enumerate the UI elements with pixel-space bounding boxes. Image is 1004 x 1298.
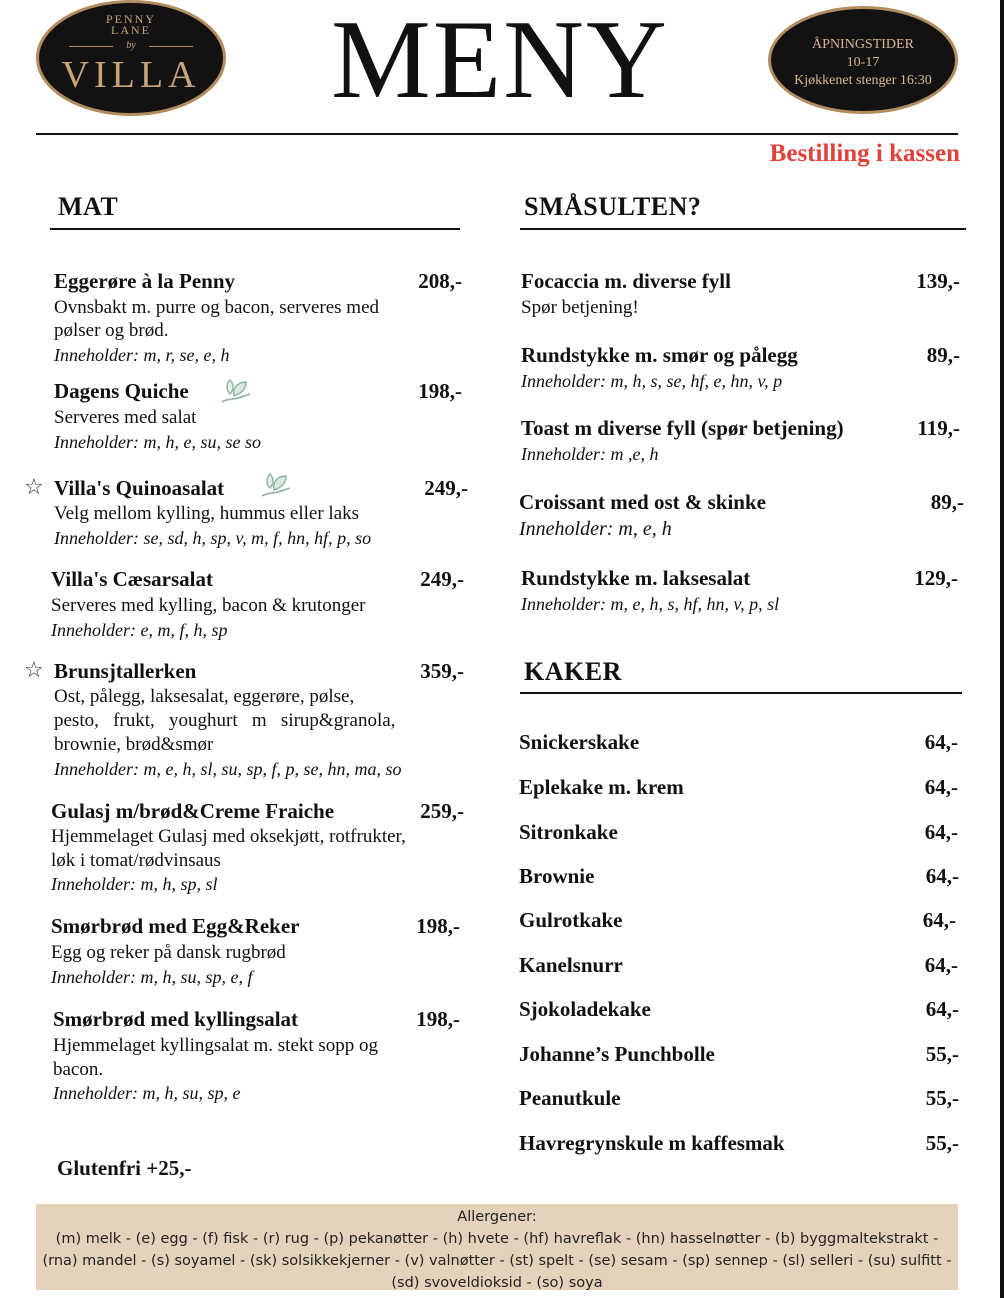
kaker-item-price: 64,- — [922, 908, 956, 932]
mat-item-name: Eggerøre à la Penny — [54, 269, 236, 293]
allergen-line: (sd) svoveldioksid - (so) soya — [391, 1275, 603, 1291]
opening-hours-badge — [768, 6, 958, 114]
mat-item-price: 198,- — [416, 914, 460, 938]
smasulten-item-name: Croissant med ost & skinke — [519, 490, 766, 514]
section-title-kaker: KAKER — [524, 657, 622, 686]
kaker-item-price: 64,- — [924, 820, 958, 844]
mat-item-name: Brunsjtallerken — [54, 659, 197, 683]
mat-item-price: 259,- — [420, 799, 464, 823]
mat-item-desc: løk i tomat/rødvinsaus — [51, 850, 221, 871]
vegetarian-leaf-icon — [218, 376, 254, 408]
mat-item-desc: brownie, brød&smør — [54, 734, 214, 755]
logo-name: VILLA — [61, 54, 201, 96]
mat-item-desc: Egg og reker på dansk rugbrød — [51, 942, 286, 963]
section-title-mat: MAT — [58, 192, 119, 221]
hours-time: 10-17 — [846, 55, 880, 70]
mat-item-allergens: Inneholder: se, sd, h, sp, v, m, f, hn, hf, p, so — [54, 528, 372, 548]
order-note: Bestilling i kassen — [769, 140, 960, 167]
mat-item-price: 359,- — [420, 659, 464, 683]
smasulten-item-allergens: Inneholder: m, e, h, s, hf, hn, v, p, sl — [521, 594, 780, 614]
kaker-item-name: Johanne’s Punchbolle — [519, 1042, 715, 1066]
kaker-item-name: Havregrynskule m kaffesmak — [519, 1131, 785, 1155]
smasulten-item-allergens: Inneholder: m, e, h — [519, 518, 672, 540]
kaker-item-price: 64,- — [924, 730, 958, 754]
kaker-item-name: Gulrotkake — [519, 908, 623, 932]
mat-item-desc: Serveres med kylling, bacon & krutonger — [51, 595, 366, 616]
smasulten-item-allergens: Inneholder: m, h, s, se, hf, e, hn, v, p — [521, 371, 783, 391]
mat-item-price: 249,- — [424, 476, 468, 500]
mat-item-allergens: Inneholder: m, h, su, sp, e, f — [51, 967, 253, 987]
mat-item-desc: pølser og brød. — [54, 320, 169, 341]
kaker-item-price: 55,- — [925, 1042, 959, 1066]
smasulten-item-price: 89,- — [930, 490, 964, 514]
allergen-line: (rna) mandel - (s) soyamel - (sk) solsikkekjerner - (v) valnøtter - (st) spelt - (se) sesam - (sp) sennep - (sl) selleri - (su) sulfitt - — [42, 1253, 952, 1269]
mat-item-desc: Velg mellom kylling, hummus eller laks — [54, 503, 360, 524]
kaker-item-price: 55,- — [925, 1086, 959, 1110]
star-icon: ☆ — [24, 475, 44, 500]
mat-item-allergens: Inneholder: e, m, f, h, sp — [51, 620, 228, 640]
hours-heading: ÅPNINGSTIDER — [812, 37, 914, 52]
mat-item-desc: Ovnsbakt m. purre og bacon, serveres med — [54, 297, 380, 318]
kaker-item-name: Peanutkule — [519, 1086, 621, 1110]
kaker-item-name: Sitronkake — [519, 820, 618, 844]
mat-rule — [50, 228, 460, 230]
kaker-item-price: 64,- — [924, 775, 958, 799]
villa-logo — [36, 0, 226, 116]
logo-line2: LANE — [111, 23, 151, 37]
kaker-item-name: Eplekake m. krem — [519, 775, 684, 799]
logo-line1: PENNY — [105, 12, 156, 26]
logo-divider-right — [149, 46, 193, 47]
header-rule — [36, 133, 958, 135]
smasulten-item-price: 89,- — [926, 343, 960, 367]
section-title-smasulten: SMÅSULTEN? — [524, 192, 702, 221]
kaker-item-name: Kanelsnurr — [519, 953, 623, 977]
mat-item-allergens: Inneholder: m, h, sp, sl — [51, 874, 218, 894]
mat-item-allergens: Inneholder: m, e, h, sl, su, sp, f, p, se, hn, ma, so — [54, 759, 402, 779]
smasulten-item-name: Rundstykke m. laksesalat — [521, 566, 751, 590]
allergen-line: (m) melk - (e) egg - (f) fisk - (r) rug - (p) pekanøtter - (h) hvete - (hf) havreflak - (hn) hasselnøtter - (b) byggmaltekstrakt - — [55, 1231, 939, 1247]
kaker-item-name: Snickerskake — [519, 730, 640, 754]
smasulten-item-price: 129,- — [914, 566, 958, 590]
mat-item-desc: Ost, pålegg, laksesalat, eggerøre, pølse, — [54, 686, 355, 707]
mat-item-desc: Hjemmelaget Gulasj med oksekjøtt, rotfrukter, — [51, 826, 406, 847]
mat-item-price: 249,- — [420, 567, 464, 591]
smasulten-item-name: Focaccia m. diverse fyll — [521, 269, 731, 293]
allergen-legend — [36, 1204, 958, 1290]
smasulten-item-name: Rundstykke m. smør og pålegg — [521, 343, 798, 367]
page-edge — [1000, 0, 1004, 1298]
logo-by: by — [126, 40, 136, 51]
mat-item-price: 198,- — [416, 1007, 460, 1031]
mat-item-name: Smørbrød med Egg&Reker — [51, 914, 300, 938]
mat-item-desc: Hjemmelaget kyllingsalat m. stekt sopp og — [53, 1035, 379, 1056]
mat-item-name: Smørbrød med kyllingsalat — [53, 1007, 299, 1031]
mat-item-name: Dagens Quiche — [54, 379, 189, 403]
smasulten-item-price: 139,- — [916, 269, 960, 293]
kaker-item-name: Brownie — [519, 864, 595, 888]
page-title: MENY — [331, 0, 669, 122]
smasulten-item-allergens: Inneholder: m ,e, h — [521, 444, 659, 464]
mat-item-name: Villa's Cæsarsalat — [51, 567, 213, 591]
mat-item-allergens: Inneholder: m, h, su, sp, e — [53, 1083, 241, 1103]
mat-item-price: 208,- — [418, 269, 462, 293]
hours-kitchen: Kjøkkenet stenger 16:30 — [794, 73, 932, 88]
vegetarian-leaf-icon — [258, 470, 294, 502]
mat-item-desc: bacon. — [53, 1059, 104, 1080]
mat-item-name: Villa's Quinoasalat — [54, 476, 225, 500]
star-icon: ☆ — [24, 658, 44, 683]
mat-item-name: Gulasj m/brød&Creme Fraiche — [51, 799, 335, 823]
smasulten-item-desc: Spør betjening! — [521, 297, 639, 318]
kaker-item-price: 64,- — [925, 997, 959, 1021]
kaker-item-price: 64,- — [924, 953, 958, 977]
mat-item-price: 198,- — [418, 379, 462, 403]
kaker-item-name: Sjokoladekake — [519, 997, 651, 1021]
kaker-item-price: 55,- — [925, 1131, 959, 1155]
smasulten-item-name: Toast m diverse fyll (spør betjening) — [521, 416, 844, 440]
kaker-rule — [520, 692, 962, 694]
smasulten-rule — [520, 228, 966, 230]
smasulten-item-price: 119,- — [917, 416, 960, 440]
kaker-item-price: 64,- — [925, 864, 959, 888]
allergen-heading: Allergener: — [457, 1209, 537, 1225]
mat-item-desc: Serveres med salat — [54, 407, 197, 428]
gluten-free-note: Glutenfri +25,- — [57, 1156, 192, 1180]
mat-item-allergens: Inneholder: m, h, e, su, se so — [54, 432, 261, 452]
mat-item-desc: pesto, frukt, youghurt m sirup&granola, — [54, 710, 396, 731]
mat-item-allergens: Inneholder: m, r, se, e, h — [54, 345, 230, 365]
